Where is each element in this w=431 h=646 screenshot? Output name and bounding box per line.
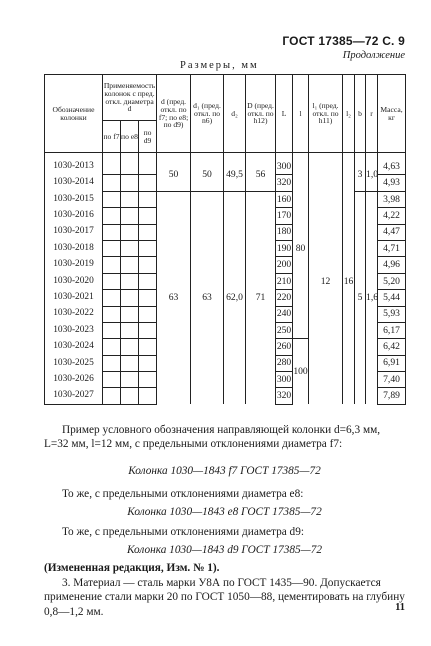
doc-code: ГОСТ 17385—72 С. 9 [282,34,405,48]
g1-D: 56 [246,153,276,192]
row-code: 1030-2021 [45,290,103,306]
row-code: 1030-2014 [45,175,103,191]
header-d2: d₂ [224,75,246,153]
row-mass: 4,22 [378,208,406,224]
header-f7: по f7 [103,121,121,153]
l-100: 100 [293,339,309,405]
table-caption: Размеры, мм [180,60,259,71]
row-L: 220 [276,290,293,306]
g1-d: 50 [157,153,191,192]
row-code: 1030-2020 [45,273,103,289]
header-d: d (пред. откл. по f7; по e8; по d9) [157,75,191,153]
continued-label: Продолжение [342,50,405,61]
row-mass: 6,91 [378,355,406,371]
example-designation-f7: Колонка 1030—1843 f7 ГОСТ 17385—72 [128,465,321,477]
g2-D: 71 [246,191,276,404]
g1-r: 1,0 [366,153,378,192]
row-mass: 7,40 [378,372,406,388]
row-L: 300 [276,372,293,388]
header-l2: l₂ [343,75,355,153]
row-L: 280 [276,355,293,371]
row-code: 1030-2024 [45,339,103,355]
header-mass: Масса, кг [378,75,406,153]
header-b: b [355,75,366,153]
row-L: 320 [276,388,293,404]
row-L: 240 [276,306,293,322]
header-l: l [293,75,309,153]
header-L: L [276,75,293,153]
row-code: 1030-2015 [45,191,103,207]
g1-b: 3 [355,153,366,192]
dimensions-table [44,74,405,405]
header-d1: d₁ (пред. откл. по n6) [191,75,224,153]
header-d9: по d9 [139,121,157,153]
row-L: 170 [276,208,293,224]
material-paragraph: 3. Материал — сталь марки У8А по ГОСТ 1435—90. Допускается применение стали марки 20 по ГОСТ 1050—88, цементировать на глубину 0,8—1,2 мм. [44,577,405,618]
edition-note: (Измененная редакция, Изм. № 1). [44,562,220,574]
g2-d2: 62,0 [224,191,246,404]
row-mass: 5,93 [378,306,406,322]
row-code: 1030-2018 [45,240,103,256]
row-mass: 4,71 [378,240,406,256]
g2-r: 1,6 [366,191,378,404]
table-row [45,153,406,175]
row-mass: 4,47 [378,224,406,240]
l2-value: 16 [343,153,355,405]
row-code: 1030-2022 [45,306,103,322]
row-code: 1030-2026 [45,372,103,388]
example-paragraph: Пример условного обозначения направляющей колонки d=6,3 мм, L=32 мм, l=12 мм, с предельными отклонениями диаметра f7: [44,424,381,451]
row-mass: 6,17 [378,322,406,338]
row-mass: 4,93 [378,175,406,191]
g2-d1: 63 [191,191,224,404]
g2-d: 63 [157,191,191,404]
row-code: 1030-2013 [45,153,103,175]
example-designation-e8: Колонка 1030—1843 е8 ГОСТ 17385—72 [127,506,322,518]
header-r: r [366,75,378,153]
row-mass: 4,96 [378,257,406,273]
row-mass: 6,42 [378,339,406,355]
row-L: 250 [276,322,293,338]
row-mass: 5,44 [378,290,406,306]
row-L: 180 [276,224,293,240]
g1-d2: 49,5 [224,153,246,192]
example-paragraph-e8: То же, с предельными отклонениями диаметра е8: [62,488,304,500]
header-designation: Обозначение колонки [45,75,103,153]
header-e8: по e8 [121,121,139,153]
row-L: 320 [276,175,293,191]
row-mass: 7,89 [378,388,406,404]
row-L: 190 [276,240,293,256]
row-code: 1030-2016 [45,208,103,224]
example-designation-d9: Колонка 1030—1843 d9 ГОСТ 17385—72 [126,544,323,556]
example-paragraph-d9: То же, с предельными отклонениями диаметра d9: [62,526,304,538]
g1-d1: 50 [191,153,224,192]
l1-value: 12 [309,153,343,405]
row-mass: 3,98 [378,191,406,207]
row-code: 1030-2027 [45,388,103,404]
row-code: 1030-2019 [45,257,103,273]
row-code: 1030-2017 [45,224,103,240]
row-L: 300 [276,153,293,175]
l-80: 80 [293,153,309,339]
row-mass: 4,63 [378,153,406,175]
row-mass: 5,20 [378,273,406,289]
header-l1: l₁ (пред. откл. по h11) [309,75,343,153]
page-number: 11 [395,602,405,613]
header-tolerance-group: Применяемость колонок с пред. откл. диаметра d [103,75,157,121]
row-code: 1030-2023 [45,322,103,338]
row-L: 210 [276,273,293,289]
header-D: D (пред. откл. по h12) [246,75,276,153]
row-L: 160 [276,191,293,207]
row-L: 260 [276,339,293,355]
row-code: 1030-2025 [45,355,103,371]
g2-b: 5 [355,191,366,404]
row-L: 200 [276,257,293,273]
